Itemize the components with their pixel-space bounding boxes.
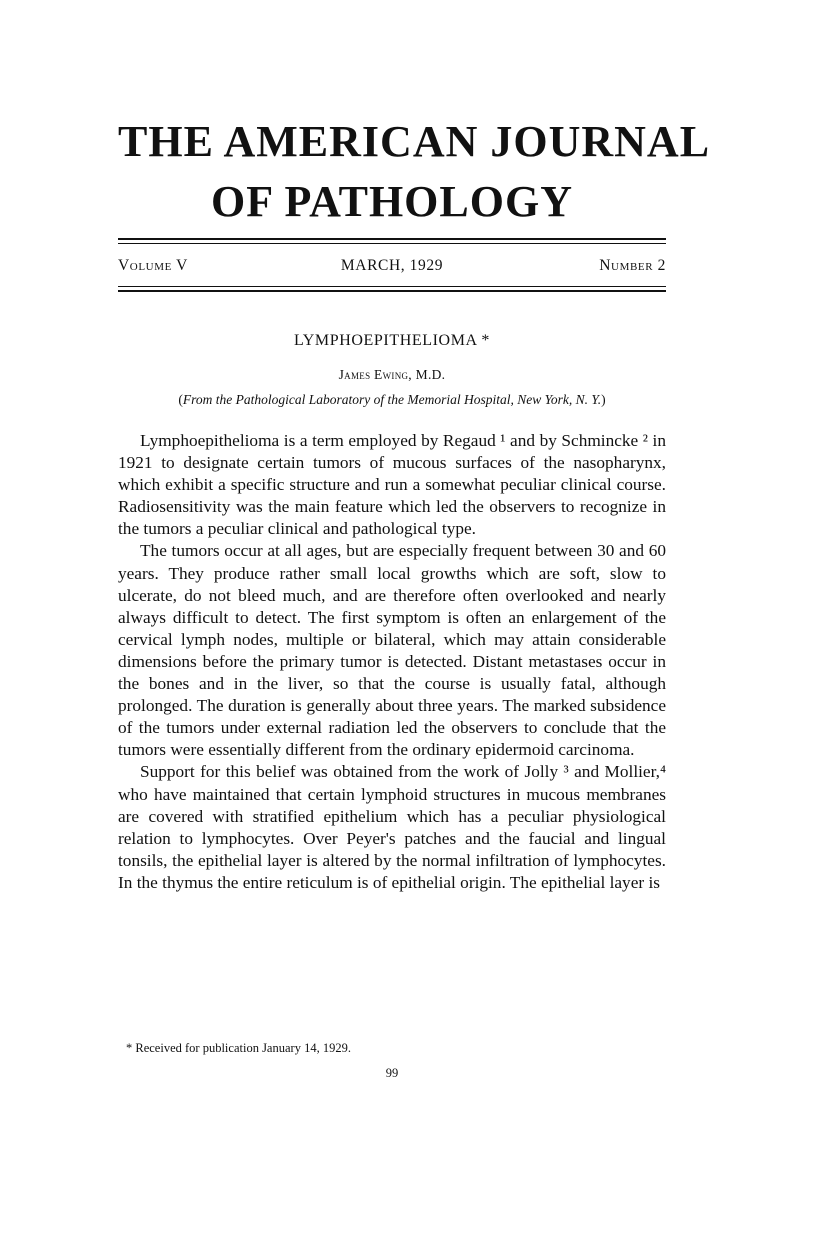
body-paragraph-2: The tumors occur at all ages, but are especially frequent between 30 and 60 years. They produce rather small local growths which are soft, slow to ulcerate, do not bleed much, and are therefore often overlooked and nearly always difficult to detect. The first symptom is often an enlargement of the cervical lymph nodes, multiple or bilateral, which may attain considerable dimensions before the primary tumor is detected. Distant metastases occur in the bones and in the liver, so that the course is usually fatal, although prolonged. The duration is generally about three years. The marked subsidence of the tumors under external radiation led the observers to conclude that the tumors were essentially different from the ordinary epidermoid carcinoma. <box>118 541 666 760</box>
issue-number: Number 2 <box>599 257 666 274</box>
top-rule-thin <box>118 243 666 244</box>
article-affiliation <box>118 392 666 408</box>
bottom-rule-thick <box>118 290 666 292</box>
top-rule-thick <box>118 238 666 240</box>
article-title: LYMPHOEPITHELIOMA * <box>293 332 491 349</box>
footnote: * Received for publication January 14, 1929. <box>126 1041 351 1055</box>
journal-title-line2: OF PATHOLOGY <box>211 177 573 226</box>
affiliation-open-paren: ( <box>178 392 183 407</box>
affiliation-text: From the Pathological Laboratory of the Memorial Hospital, New York, N. Y. <box>182 392 602 407</box>
journal-title-line1: THE AMERICAN JOURNAL <box>118 117 711 166</box>
issue-volume: Volume V <box>118 257 188 274</box>
issue-info-row <box>118 256 666 276</box>
issue-date: MARCH, 1929 <box>340 257 444 274</box>
article-author: James Ewing, M.D. <box>338 367 446 382</box>
body-paragraph-1: Lymphoepithelioma is a term employed by Regaud ¹ and by Schmincke ² in 1921 to designate certain tumors of mucous surfaces of the nasopharynx, which exhibit a specific structure and run a somewhat peculiar clinical course. Radiosensitivity was the main feature which led the observers to recognize in the tumors a peculiar clinical and pathological type. <box>118 431 666 539</box>
bottom-rule-thin <box>118 286 666 287</box>
affiliation-close-paren: ) <box>601 392 606 407</box>
body-paragraph-3: Support for this belief was obtained from the work of Jolly ³ and Mollier,⁴ who have maintained that certain lymphoid structures in mucous membranes are covered with stratified epithelium which has a peculiar physiological relation to lymphocytes. Over Peyer's patches and the faucial and lingual tonsils, the epithelial layer is altered by the normal infiltration of lymphocytes. In the thymus the entire reticulum is of epithelial origin. The epithelial layer is <box>118 762 666 892</box>
page-number: 99 <box>385 1066 399 1080</box>
article-body <box>118 430 666 894</box>
